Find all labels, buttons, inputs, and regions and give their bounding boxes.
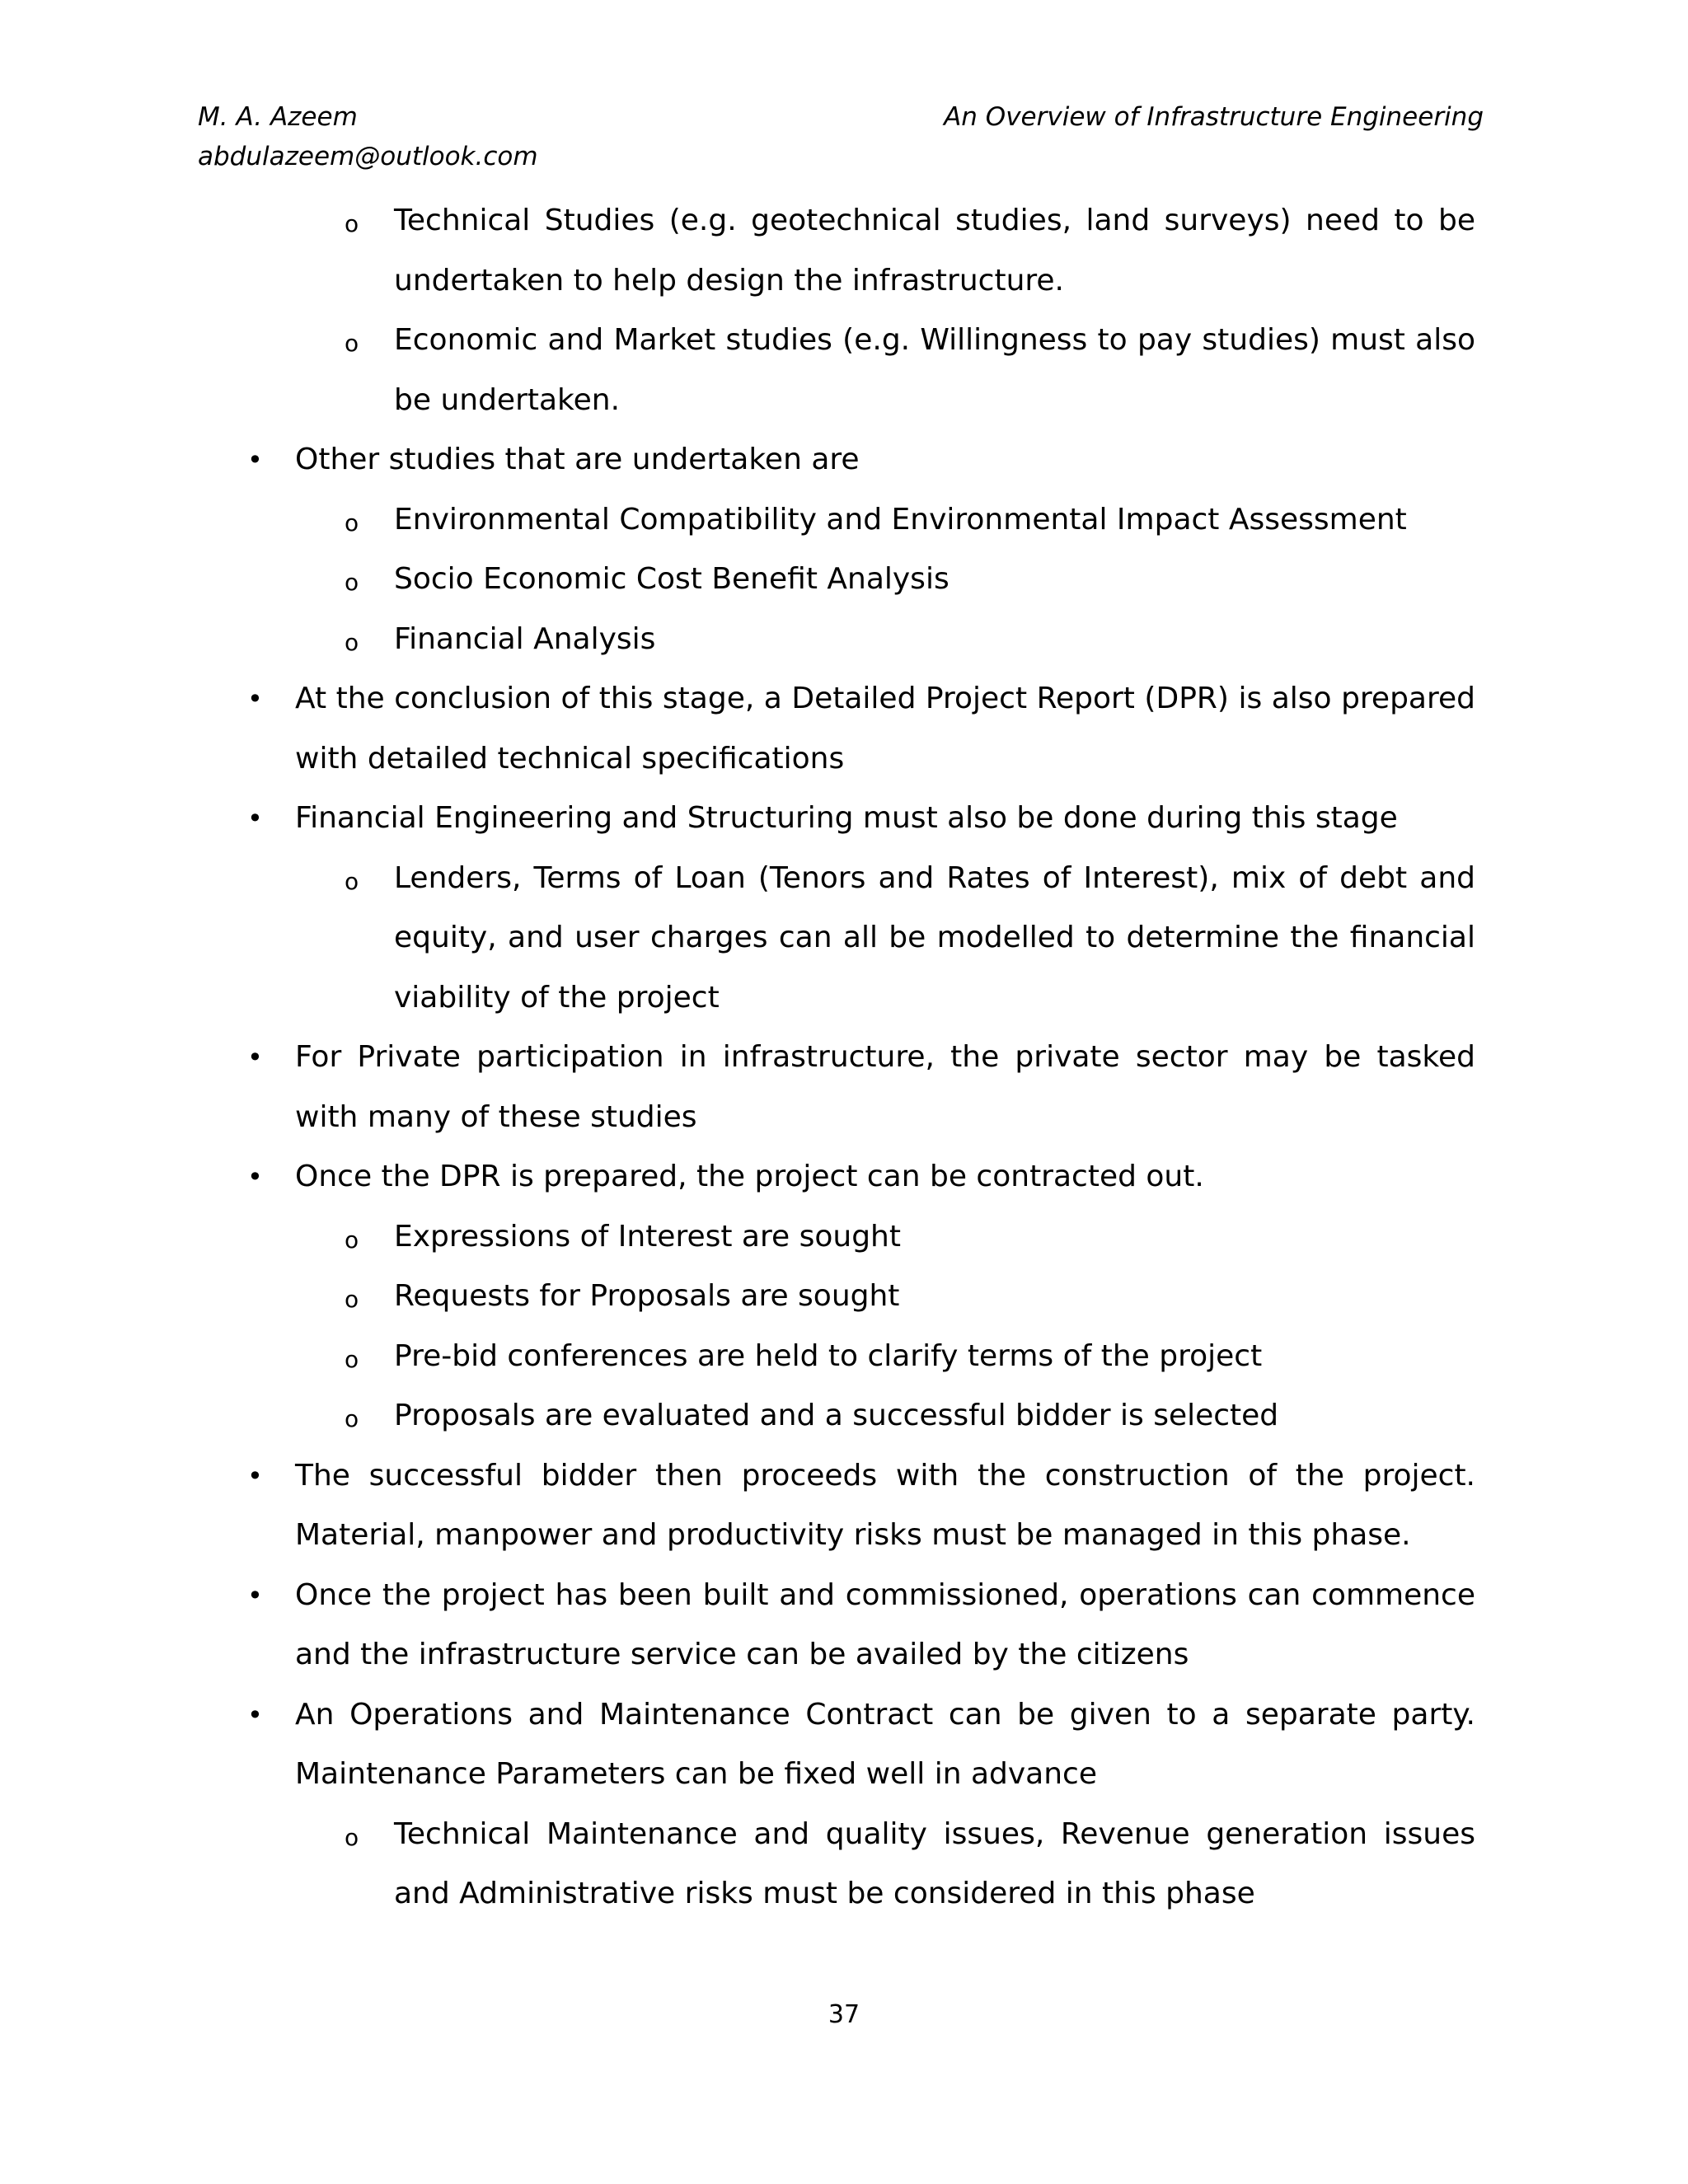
list-item-text: The successful bidder then proceeds with the construction of the project. Material, manpower and productivity risks must be managed in this phase. xyxy=(295,1458,1475,1552)
bullet-icon: • xyxy=(247,683,263,715)
page-number: 37 xyxy=(828,2000,860,2029)
list-item xyxy=(345,311,1475,430)
hollow-bullet-icon: o xyxy=(345,569,359,596)
hollow-bullet-icon: o xyxy=(345,330,359,357)
list-item xyxy=(247,1566,1475,1685)
list-item xyxy=(247,1446,1475,1566)
list-item xyxy=(345,191,1475,311)
list-item xyxy=(247,430,1475,490)
list-item-text: Environmental Compatibility and Environmental Impact Assessment xyxy=(394,502,1407,537)
list-item xyxy=(345,550,1475,610)
list-item-text: Lenders, Terms of Loan (Tenors and Rates of Interest), mix of debt and equity, and user charges can all be modelled to determine the financial viability of the project xyxy=(394,860,1475,1015)
list-item xyxy=(345,849,1475,1029)
running-header-author xyxy=(198,97,538,176)
list-item-text: Expressions of Interest are sought xyxy=(394,1219,901,1254)
hollow-bullet-icon: o xyxy=(345,1345,359,1373)
list-item xyxy=(247,1147,1475,1207)
list-item-text: Once the project has been built and commissioned, operations can commence and the infrastructure service can be availed by the citizens xyxy=(295,1577,1475,1671)
bullet-icon: • xyxy=(247,1699,263,1731)
list-item-text: Pre-bid conferences are held to clarify terms of the project xyxy=(394,1338,1263,1373)
list-item-text: At the conclusion of this stage, a Detailed Project Report (DPR) is also prepared with detailed technical specifications xyxy=(295,682,1475,776)
list-item xyxy=(247,669,1475,789)
list-item-text: Technical Maintenance and quality issues, Revenue generation issues and Administrative risks must be considered in this phase xyxy=(394,1816,1475,1910)
hollow-bullet-icon: o xyxy=(345,210,359,237)
hollow-bullet-icon: o xyxy=(345,1405,359,1432)
list-item-text: Economic and Market studies (e.g. Willingness to pay studies) must also be undertaken. xyxy=(394,323,1475,417)
list-item-text: Financial Engineering and Structuring must also be done during this stage xyxy=(295,801,1398,835)
author-email: abdulazeem@outlook.com xyxy=(198,142,538,171)
list-item-text: For Private participation in infrastructure, the private sector may be tasked with many of these studies xyxy=(295,1040,1475,1134)
list-item xyxy=(247,1685,1475,1805)
author-name: M. A. Azeem xyxy=(198,102,358,132)
page-body xyxy=(0,191,1688,1924)
list-item xyxy=(247,1028,1475,1147)
bullet-icon: • xyxy=(247,1042,263,1073)
running-header-title: An Overview of Infrastructure Engineering xyxy=(944,102,1484,132)
bullet-icon: • xyxy=(247,444,263,476)
hollow-bullet-icon: o xyxy=(345,867,359,895)
list-item-text: Financial Analysis xyxy=(394,621,656,656)
hollow-bullet-icon: o xyxy=(345,1226,359,1254)
bullet-icon: • xyxy=(247,1460,263,1492)
list-item xyxy=(345,1805,1475,1924)
list-item xyxy=(345,1327,1475,1387)
list-item xyxy=(345,1267,1475,1327)
list-item-text: Once the DPR is prepared, the project can be contracted out. xyxy=(295,1160,1204,1193)
hollow-bullet-icon: o xyxy=(345,628,359,656)
hollow-bullet-icon: o xyxy=(345,509,359,537)
hollow-bullet-icon: o xyxy=(345,1286,359,1313)
list-item-text: An Operations and Maintenance Contract can be given to a separate party. Maintenance Parameters can be fixed well in advance xyxy=(295,1697,1475,1791)
bullet-icon: • xyxy=(247,1161,263,1193)
list-item-text: Other studies that are undertaken are xyxy=(295,443,860,476)
list-item-text: Requests for Proposals are sought xyxy=(394,1279,900,1313)
list-item-text: Technical Studies (e.g. geotechnical studies, land surveys) need to be undertaken to help design the infrastructure. xyxy=(394,204,1475,298)
list-item xyxy=(345,1207,1475,1268)
list-item xyxy=(247,789,1475,849)
bullet-icon: • xyxy=(247,1579,263,1611)
hollow-bullet-icon: o xyxy=(345,1823,359,1851)
list-item xyxy=(345,610,1475,670)
list-item-text: Socio Economic Cost Benefit Analysis xyxy=(394,562,950,596)
bullet-icon: • xyxy=(247,803,263,834)
list-item xyxy=(345,1386,1475,1446)
list-item xyxy=(345,490,1475,551)
list-item-text: Proposals are evaluated and a successful bidder is selected xyxy=(394,1399,1279,1432)
